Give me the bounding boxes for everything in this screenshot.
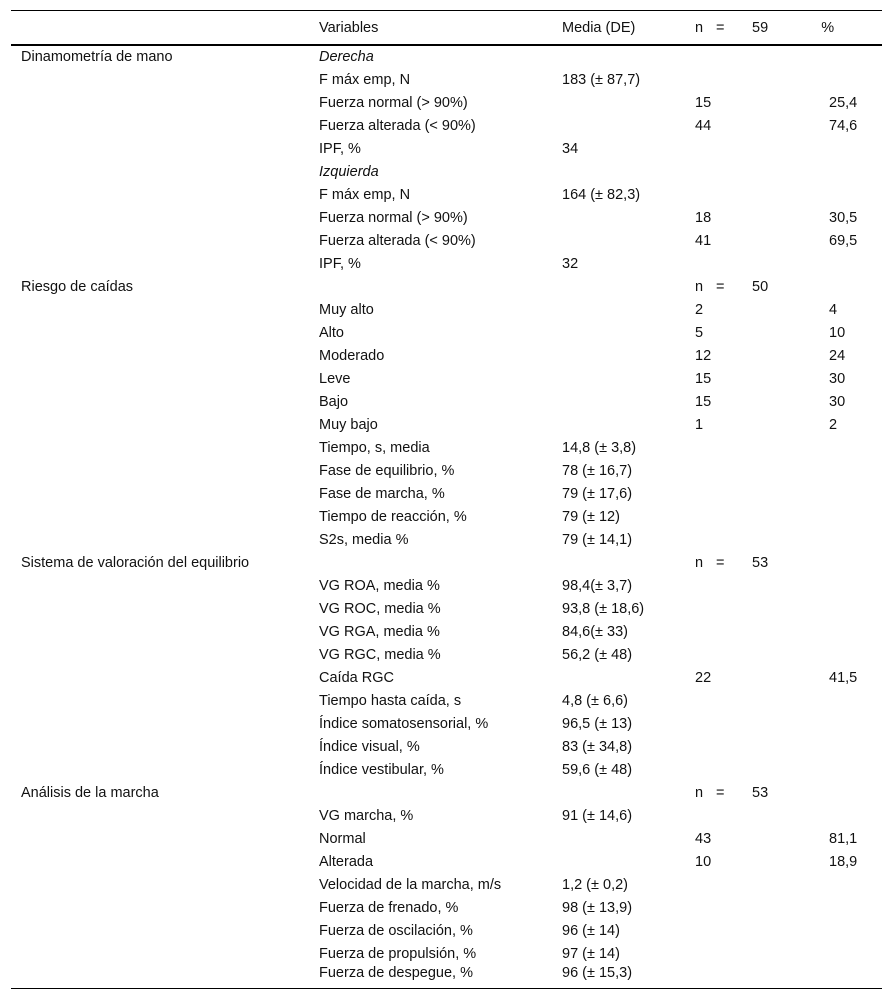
group-cell: [11, 114, 311, 137]
group-cell: [11, 574, 311, 597]
group-cell: [11, 965, 311, 988]
variable-cell: Fuerza alterada (< 90%): [319, 232, 476, 249]
n-cell: [688, 712, 745, 735]
table-row: [11, 206, 882, 229]
media-cell: [557, 275, 688, 298]
table-row: [11, 160, 882, 183]
group-cell: [11, 344, 311, 367]
variable-cell: Tiempo, s, media: [319, 439, 430, 456]
n-cell: [688, 45, 745, 68]
pct-cell: 81,1: [829, 830, 858, 847]
header-eq: =: [716, 19, 725, 36]
media-cell: 97 (± 14): [562, 945, 620, 962]
table-header-row: [11, 11, 882, 46]
media-cell: [557, 321, 688, 344]
variable-cell: Bajo: [319, 393, 349, 410]
media-cell: [557, 91, 688, 114]
table-row: [11, 45, 882, 68]
variable-cell: [311, 551, 557, 574]
n-cell: [688, 597, 745, 620]
group-cell: [11, 850, 311, 873]
group-cell: [11, 735, 311, 758]
pct-cell-wrap: [745, 459, 882, 482]
table-row: [11, 896, 882, 919]
table-row: [11, 873, 882, 896]
table-row: [11, 804, 882, 827]
table-row: [11, 183, 882, 206]
n-cell: 15: [695, 393, 712, 410]
eq-cell: =: [716, 278, 725, 295]
table-row: [11, 344, 882, 367]
pct-cell-wrap: [745, 160, 882, 183]
pct-cell: 10: [829, 324, 846, 341]
media-cell: [557, 850, 688, 873]
variable-cell: VG marcha, %: [319, 807, 414, 824]
pct-cell-wrap: [745, 367, 882, 390]
group-cell: [11, 298, 311, 321]
variable-cell: Índice vestibular, %: [319, 761, 444, 778]
table-row: [11, 459, 882, 482]
media-cell: [557, 551, 688, 574]
variable-cell: Fuerza normal (> 90%): [319, 94, 468, 111]
header-n-and-pct: [745, 11, 882, 46]
pct-cell-wrap: [745, 413, 882, 436]
media-cell: 79 (± 17,6): [562, 485, 633, 502]
table-row: [11, 781, 882, 804]
n-cell: 44: [695, 117, 712, 134]
n-cell: [688, 183, 745, 206]
pct-cell-wrap: [745, 620, 882, 643]
n-cell: 41: [695, 232, 712, 249]
n-cell: 15: [695, 370, 712, 387]
group-cell: [11, 804, 311, 827]
n-cell: [688, 689, 745, 712]
variable-cell: VG RGC, media %: [319, 646, 441, 663]
variable-cell: Leve: [319, 370, 351, 387]
pct-cell-wrap: [745, 574, 882, 597]
table-row: [11, 275, 882, 298]
pct-cell: 4: [829, 301, 838, 318]
table-row: [11, 298, 882, 321]
pct-cell: 2: [829, 416, 838, 433]
group-cell: [11, 482, 311, 505]
n-cell: [688, 735, 745, 758]
media-cell: 84,6(± 33): [562, 623, 628, 640]
media-cell: 1,2 (± 0,2): [562, 876, 628, 893]
pct-cell-wrap: [745, 735, 882, 758]
n-value-cell: 50: [752, 278, 769, 295]
pct-cell-wrap: [745, 942, 882, 965]
media-cell: 59,6 (± 48): [562, 761, 633, 778]
n-cell: [688, 942, 745, 965]
media-cell: [557, 298, 688, 321]
media-cell: [557, 229, 688, 252]
pct-cell-wrap: [745, 229, 882, 252]
group-cell: [11, 873, 311, 896]
group-cell: [11, 68, 311, 91]
eq-cell: =: [716, 554, 725, 571]
media-cell: 32: [562, 255, 579, 272]
table-row: [11, 942, 882, 965]
media-cell: 79 (± 14,1): [562, 531, 633, 548]
n-cell: 1: [695, 416, 704, 433]
group-cell: [11, 597, 311, 620]
table-row: [11, 712, 882, 735]
media-cell: 91 (± 14,6): [562, 807, 633, 824]
header-media: Media (DE): [562, 19, 636, 36]
group-cell: [11, 413, 311, 436]
variable-cell: Muy bajo: [319, 416, 378, 433]
group-cell: Dinamometría de mano: [21, 49, 173, 65]
variable-cell: Caída RGC: [319, 669, 394, 686]
pct-cell-wrap: [745, 827, 882, 850]
n-cell: 10: [695, 853, 712, 870]
table-row: [11, 919, 882, 942]
variable-cell: Índice somatosensorial, %: [319, 715, 489, 732]
media-cell: 98 (± 13,9): [562, 899, 633, 916]
table-row: [11, 827, 882, 850]
table-row: [11, 229, 882, 252]
group-cell: [11, 689, 311, 712]
n-cell: [688, 459, 745, 482]
pct-cell: 30: [829, 370, 846, 387]
variable-cell: Fuerza alterada (< 90%): [319, 117, 476, 134]
table-row: [11, 482, 882, 505]
pct-cell-wrap: [745, 873, 882, 896]
pct-cell-wrap: [745, 344, 882, 367]
pct-cell-wrap: [745, 68, 882, 91]
n-cell: 18: [695, 209, 712, 226]
pct-cell-wrap: [745, 45, 882, 68]
table-row: [11, 689, 882, 712]
n-cell: 15: [695, 94, 712, 111]
media-cell: [557, 413, 688, 436]
variable-cell: Velocidad de la marcha, m/s: [319, 876, 502, 893]
pct-cell-wrap: [745, 206, 882, 229]
group-cell: [11, 620, 311, 643]
table-row: [11, 758, 882, 781]
table-row: [11, 965, 882, 988]
variable-cell: Fuerza de frenado, %: [319, 899, 459, 916]
pct-cell-wrap: [745, 114, 882, 137]
n-cell: 2: [695, 301, 704, 318]
group-cell: [11, 827, 311, 850]
variable-cell: Derecha: [319, 49, 374, 65]
media-cell: [557, 344, 688, 367]
n-cell: [688, 160, 745, 183]
variable-cell: Tiempo de reacción, %: [319, 508, 467, 525]
media-cell: [557, 666, 688, 689]
table-row: [11, 850, 882, 873]
data-table-container: [11, 10, 882, 989]
pct-cell-wrap: [745, 528, 882, 551]
variable-cell: VG ROA, media %: [319, 577, 440, 594]
variable-cell: Izquierda: [319, 163, 379, 180]
table-row: [11, 367, 882, 390]
group-cell: [11, 942, 311, 965]
group-cell: [11, 321, 311, 344]
n-cell: [688, 528, 745, 551]
variable-cell: IPF, %: [319, 140, 361, 157]
group-cell: [11, 183, 311, 206]
n-cell: [688, 873, 745, 896]
group-cell: [11, 229, 311, 252]
group-cell: [11, 643, 311, 666]
media-cell: [557, 114, 688, 137]
table-row: [11, 252, 882, 275]
table-row: [11, 390, 882, 413]
header-pct: %: [821, 19, 835, 36]
header-variables: Variables: [319, 19, 379, 36]
table-row: [11, 505, 882, 528]
pct-cell: 18,9: [829, 853, 858, 870]
table-row: [11, 528, 882, 551]
group-cell: Riesgo de caídas: [21, 278, 134, 295]
group-cell: [11, 896, 311, 919]
pct-cell: 69,5: [829, 232, 858, 249]
n-cell: [688, 804, 745, 827]
group-cell: [11, 919, 311, 942]
pct-cell-wrap: [745, 482, 882, 505]
variable-cell: Fase de marcha, %: [319, 485, 445, 502]
group-cell: [11, 528, 311, 551]
n-cell: [688, 252, 745, 275]
pct-cell: 30,5: [829, 209, 858, 226]
table-row: [11, 68, 882, 91]
media-cell: 96 (± 14): [562, 922, 620, 939]
table-row: [11, 321, 882, 344]
n-label-cell: n: [695, 278, 704, 295]
media-cell: 83 (± 34,8): [562, 738, 633, 755]
header-n-label: n: [695, 19, 704, 36]
n-cell: [688, 574, 745, 597]
pct-cell: 30: [829, 393, 846, 410]
n-cell: [688, 137, 745, 160]
variable-cell: Moderado: [319, 347, 385, 364]
group-cell: [11, 712, 311, 735]
variable-cell: Muy alto: [319, 301, 374, 318]
eq-cell: =: [716, 784, 725, 801]
table-row: [11, 643, 882, 666]
variable-cell: IPF, %: [319, 255, 361, 272]
table-row: [11, 574, 882, 597]
table-row: [11, 551, 882, 574]
group-cell: [11, 666, 311, 689]
media-cell: [557, 160, 688, 183]
variable-cell: Alterada: [319, 853, 374, 870]
media-cell: 96 (± 15,3): [562, 965, 633, 982]
variable-cell: Índice visual, %: [319, 738, 420, 755]
pct-cell-wrap: [745, 758, 882, 781]
pct-cell-wrap: [745, 712, 882, 735]
pct-cell-wrap: [745, 137, 882, 160]
variable-cell: Tiempo hasta caída, s: [319, 692, 462, 709]
n-cell: [688, 758, 745, 781]
table-row: [11, 413, 882, 436]
media-cell: 164 (± 82,3): [562, 186, 641, 203]
pct-cell-wrap: [745, 321, 882, 344]
group-cell: [11, 436, 311, 459]
media-cell: 96,5 (± 13): [562, 715, 633, 732]
pct-cell-wrap: [745, 183, 882, 206]
header-group: [11, 11, 311, 46]
variable-cell: Fuerza de despegue, %: [319, 965, 473, 982]
group-cell: [11, 206, 311, 229]
n-cell: [688, 620, 745, 643]
media-cell: 93,8 (± 18,6): [562, 600, 645, 617]
media-cell: [557, 390, 688, 413]
pct-cell-wrap: [745, 666, 882, 689]
variable-cell: Normal: [319, 830, 366, 847]
table-row: [11, 597, 882, 620]
group-cell: [11, 505, 311, 528]
pct-cell-wrap: [745, 919, 882, 942]
n-value-cell: 53: [752, 554, 769, 571]
group-cell: [11, 252, 311, 275]
variable-cell: Fuerza normal (> 90%): [319, 209, 468, 226]
n-label-cell: n: [695, 784, 704, 801]
n-cell: [688, 436, 745, 459]
table-row: [11, 620, 882, 643]
group-cell: Análisis de la marcha: [21, 784, 159, 801]
media-cell: 4,8 (± 6,6): [562, 692, 628, 709]
variable-cell: [311, 275, 557, 298]
variable-cell: VG ROC, media %: [319, 600, 441, 617]
variable-cell: Fase de equilibrio, %: [319, 462, 455, 479]
pct-cell-wrap: [745, 252, 882, 275]
media-cell: 78 (± 16,7): [562, 462, 633, 479]
table-row: [11, 91, 882, 114]
pct-cell-wrap: [745, 597, 882, 620]
media-cell: [557, 206, 688, 229]
pct-cell-wrap: [745, 505, 882, 528]
media-cell: [557, 781, 688, 804]
group-cell: Sistema de valoración del equilibrio: [21, 554, 250, 571]
table-row: [11, 137, 882, 160]
variable-cell: [311, 781, 557, 804]
variable-cell: VG RGA, media %: [319, 623, 440, 640]
n-label-cell: n: [695, 554, 704, 571]
group-cell: [11, 160, 311, 183]
media-cell: 98,4(± 3,7): [562, 577, 633, 594]
table-body: [11, 45, 882, 988]
n-cell: [688, 919, 745, 942]
media-cell: 14,8 (± 3,8): [562, 439, 637, 456]
group-cell: [11, 390, 311, 413]
table-row: [11, 436, 882, 459]
variable-cell: Alto: [319, 324, 344, 341]
pct-cell: 41,5: [829, 669, 858, 686]
media-cell: 79 (± 12): [562, 508, 620, 525]
n-cell: 12: [695, 347, 712, 364]
group-cell: [11, 137, 311, 160]
pct-cell: 24: [829, 347, 846, 364]
pct-cell-wrap: [745, 390, 882, 413]
group-cell: [11, 91, 311, 114]
pct-cell: 74,6: [829, 117, 858, 134]
group-cell: [11, 367, 311, 390]
variable-cell: F máx emp, N: [319, 186, 411, 203]
pct-cell-wrap: [745, 689, 882, 712]
table-row: [11, 666, 882, 689]
n-cell: [688, 482, 745, 505]
group-cell: [11, 758, 311, 781]
n-cell: 5: [695, 324, 704, 341]
n-cell: 22: [695, 669, 712, 686]
variable-cell: Fuerza de propulsión, %: [319, 945, 477, 962]
n-cell: [688, 68, 745, 91]
n-value-cell: 53: [752, 784, 769, 801]
media-cell: 34: [562, 140, 579, 157]
pct-cell-wrap: [745, 850, 882, 873]
pct-cell: 25,4: [829, 94, 858, 111]
media-cell: [557, 45, 688, 68]
n-cell: [688, 643, 745, 666]
n-cell: [688, 505, 745, 528]
media-cell: [557, 827, 688, 850]
pct-cell-wrap: [745, 896, 882, 919]
variables-table: [11, 10, 882, 989]
header-n-value: 59: [752, 19, 769, 36]
pct-cell-wrap: [745, 436, 882, 459]
pct-cell-wrap: [745, 965, 882, 988]
pct-cell-wrap: [745, 298, 882, 321]
group-cell: [11, 459, 311, 482]
pct-cell-wrap: [745, 643, 882, 666]
media-cell: [557, 367, 688, 390]
pct-cell-wrap: [745, 804, 882, 827]
pct-cell-wrap: [745, 91, 882, 114]
variable-cell: S2s, media %: [319, 531, 409, 548]
table-row: [11, 114, 882, 137]
media-cell: 183 (± 87,7): [562, 71, 641, 88]
n-cell: 43: [695, 830, 712, 847]
media-cell: 56,2 (± 48): [562, 646, 633, 663]
variable-cell: F máx emp, N: [319, 71, 411, 88]
table-row: [11, 735, 882, 758]
n-cell: [688, 896, 745, 919]
variable-cell: Fuerza de oscilación, %: [319, 922, 473, 939]
n-cell: [688, 965, 745, 988]
